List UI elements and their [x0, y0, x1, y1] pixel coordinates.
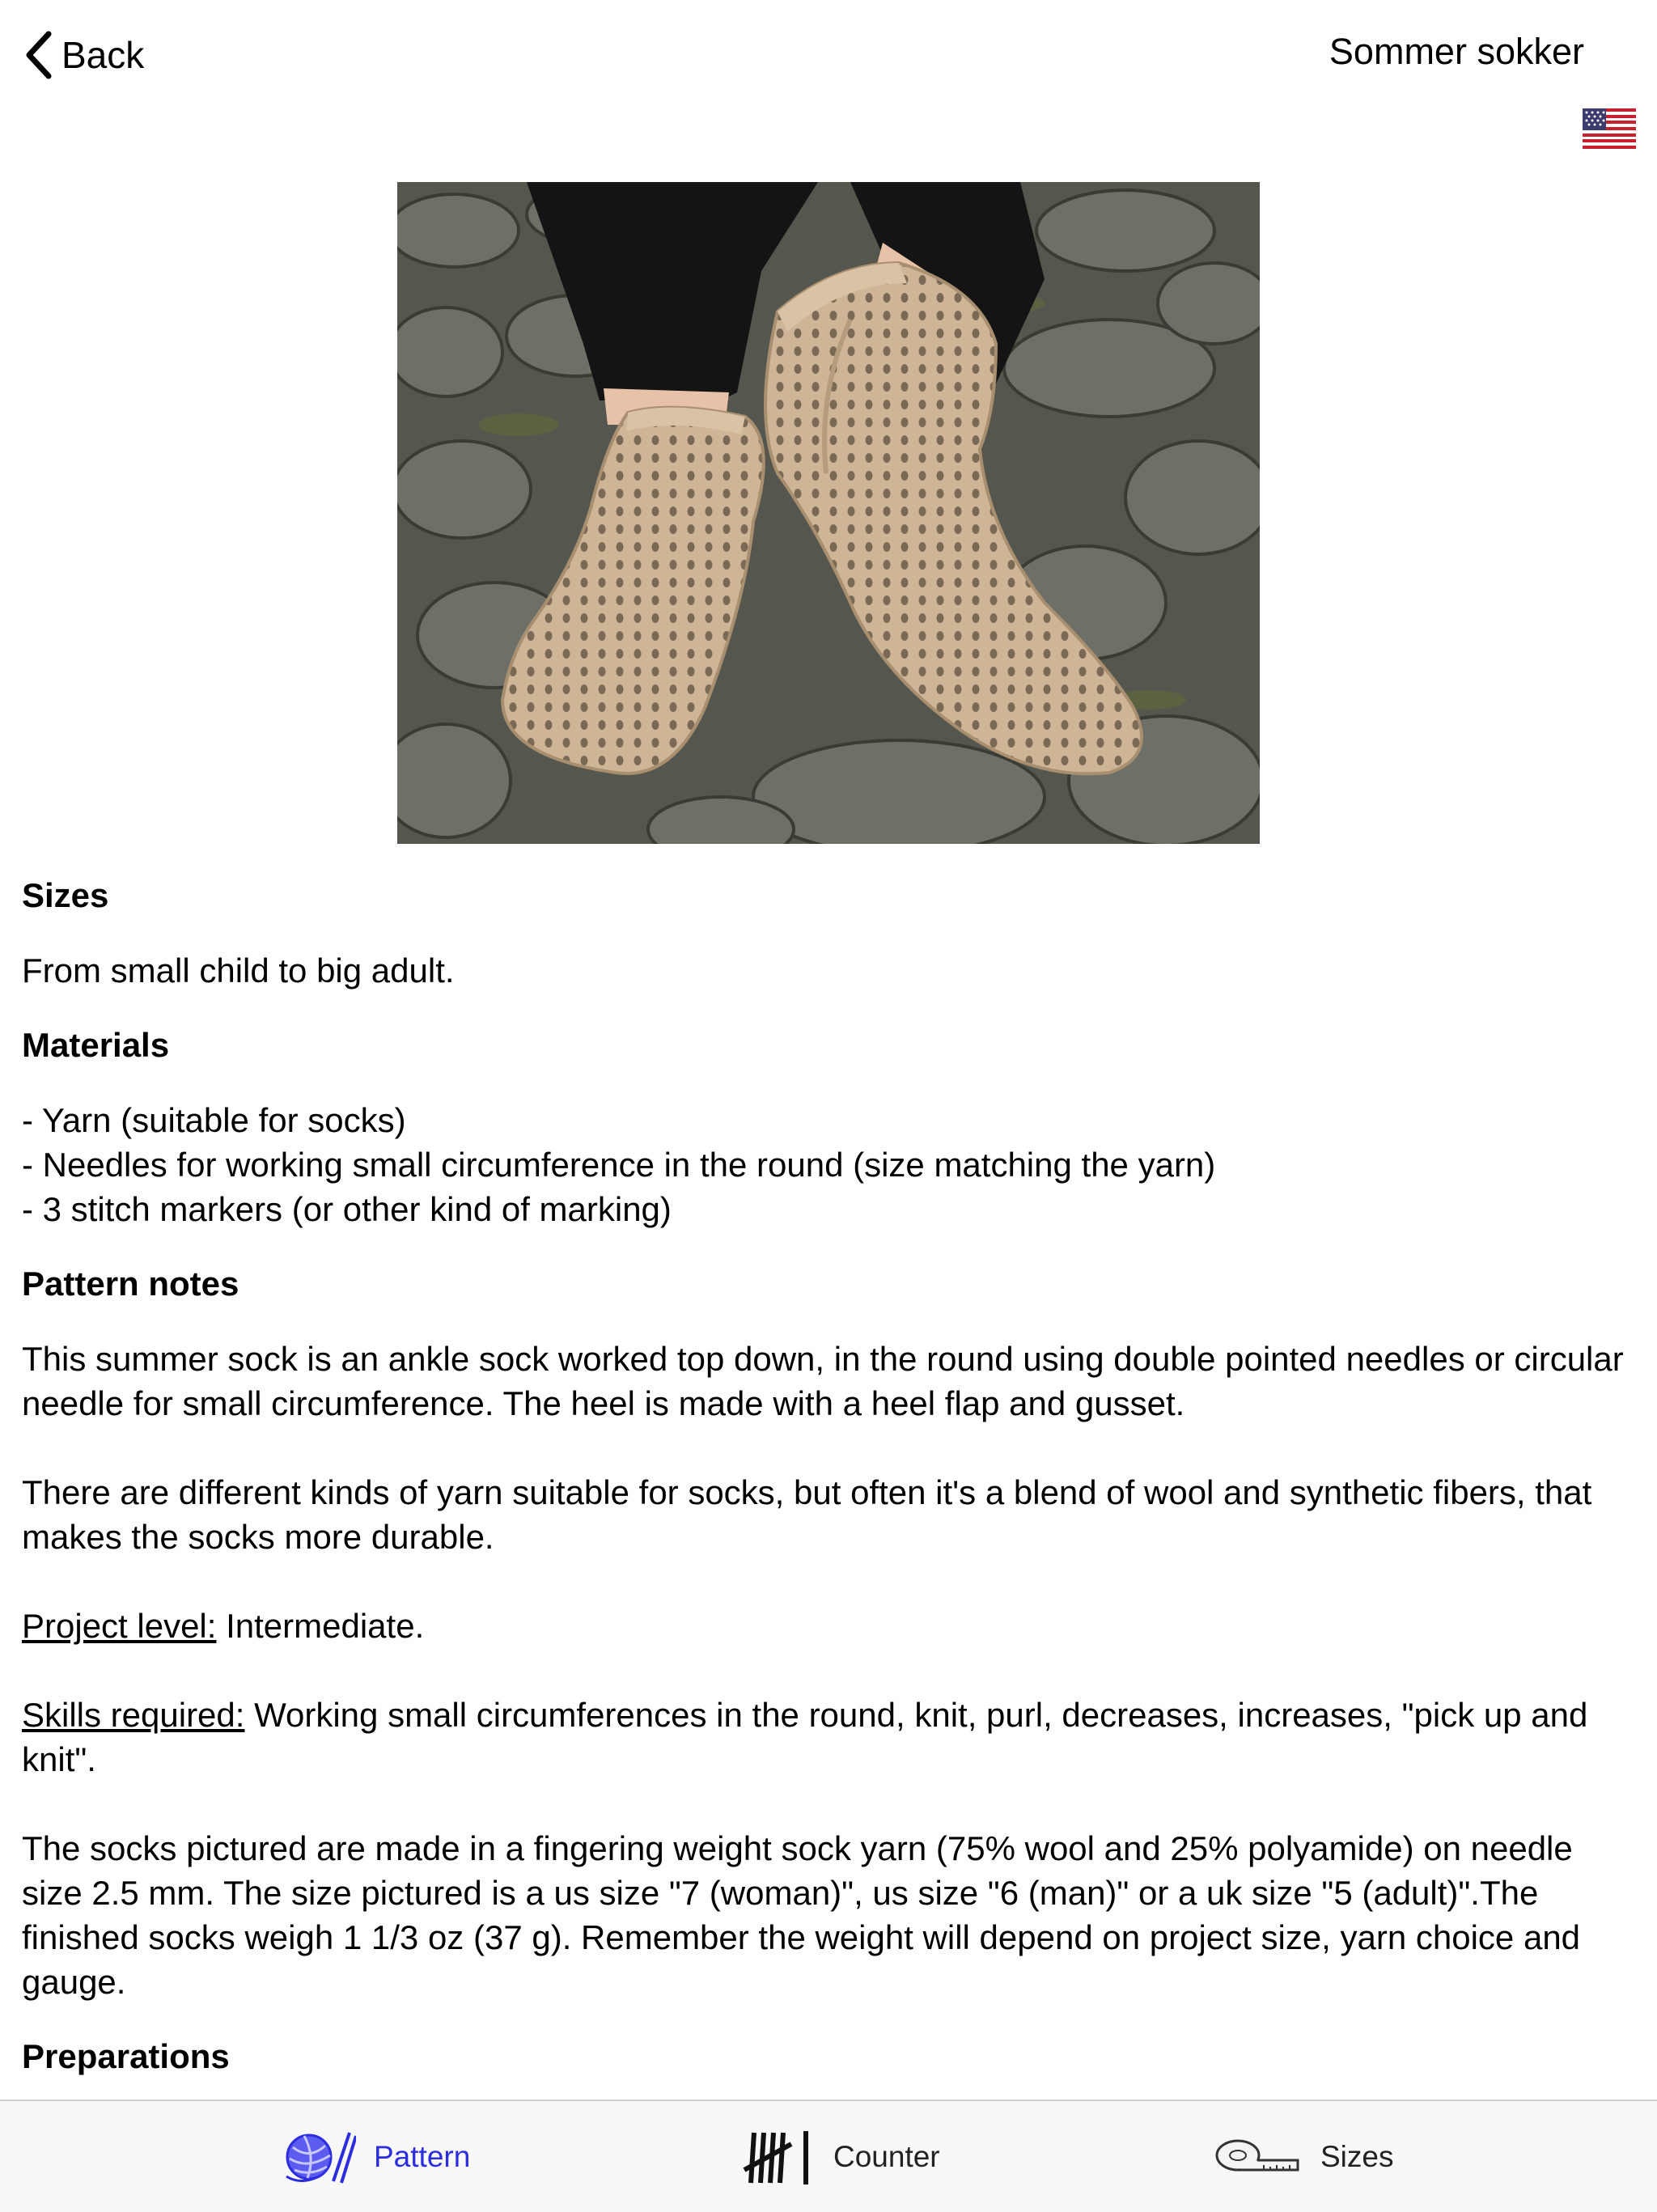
- project-level: [22, 1604, 1632, 1648]
- measuring-tape-icon: [1214, 2133, 1303, 2181]
- materials-heading: Materials: [22, 1026, 170, 1064]
- tab-pattern-label: Pattern: [374, 2139, 471, 2173]
- back-button[interactable]: [23, 29, 144, 81]
- materials-item: - Yarn (suitable for socks): [22, 1101, 406, 1139]
- preparations-heading: Preparations: [22, 2037, 230, 2075]
- us-flag-icon[interactable]: [1583, 108, 1636, 149]
- skills-required: [22, 1693, 1632, 1782]
- navigation-bar: [0, 0, 1657, 109]
- back-label: Back: [61, 34, 145, 76]
- pattern-content: [22, 870, 1632, 2083]
- yarn-ball-icon: [283, 2128, 356, 2186]
- sizes-heading: Sizes: [22, 876, 109, 914]
- yarn-notes-paragraph: There are different kinds of yarn suitable for socks, but often it's a blend of wool and synthetic fibers, that makes the socks more durable.: [22, 1473, 1592, 1556]
- pattern-notes-paragraph: This summer sock is an ankle sock worked top down, in the round using double pointed needles or circular needle for small circumference. The heel is made with a heel flap and gusset.: [22, 1340, 1624, 1422]
- tab-sizes[interactable]: [1214, 2101, 1393, 2212]
- chevron-left-icon: [23, 31, 53, 79]
- pattern-photo: [397, 182, 1260, 844]
- tab-bar: [0, 2100, 1657, 2212]
- sizes-text: From small child to big adult.: [22, 951, 455, 989]
- materials-item: - 3 stitch markers (or other kind of marking): [22, 1190, 672, 1228]
- project-level-label: Project level:: [22, 1607, 217, 1645]
- tally-marks-icon: [743, 2126, 816, 2188]
- skills-required-value: Working small circumferences in the round, knit, purl, decreases, increases, "pick up and knit".: [22, 1696, 1588, 1778]
- page-title: Sommer sokker: [1329, 31, 1584, 72]
- tab-counter-label: Counter: [833, 2139, 940, 2173]
- project-level-value: Intermediate.: [216, 1607, 425, 1645]
- tab-sizes-label: Sizes: [1320, 2139, 1394, 2173]
- materials-item: - Needles for working small circumference in the round (size matching the yarn): [22, 1146, 1216, 1184]
- pictured-socks-paragraph: The socks pictured are made in a fingering weight sock yarn (75% wool and 25% polyamide) on needle size 2.5 mm. The size pictured is a us size "7 (woman)", us size "6 (man)" or a uk size "5 (adult)".The finished socks weigh 1 1/3 oz (37 g). Remember the weight will depend on project size, yarn choice and gauge.: [22, 1829, 1581, 2001]
- tab-pattern[interactable]: [283, 2101, 470, 2212]
- skills-required-label: Skills required:: [22, 1696, 245, 1734]
- pattern-notes-heading: Pattern notes: [22, 1265, 239, 1303]
- tab-counter[interactable]: [743, 2101, 940, 2212]
